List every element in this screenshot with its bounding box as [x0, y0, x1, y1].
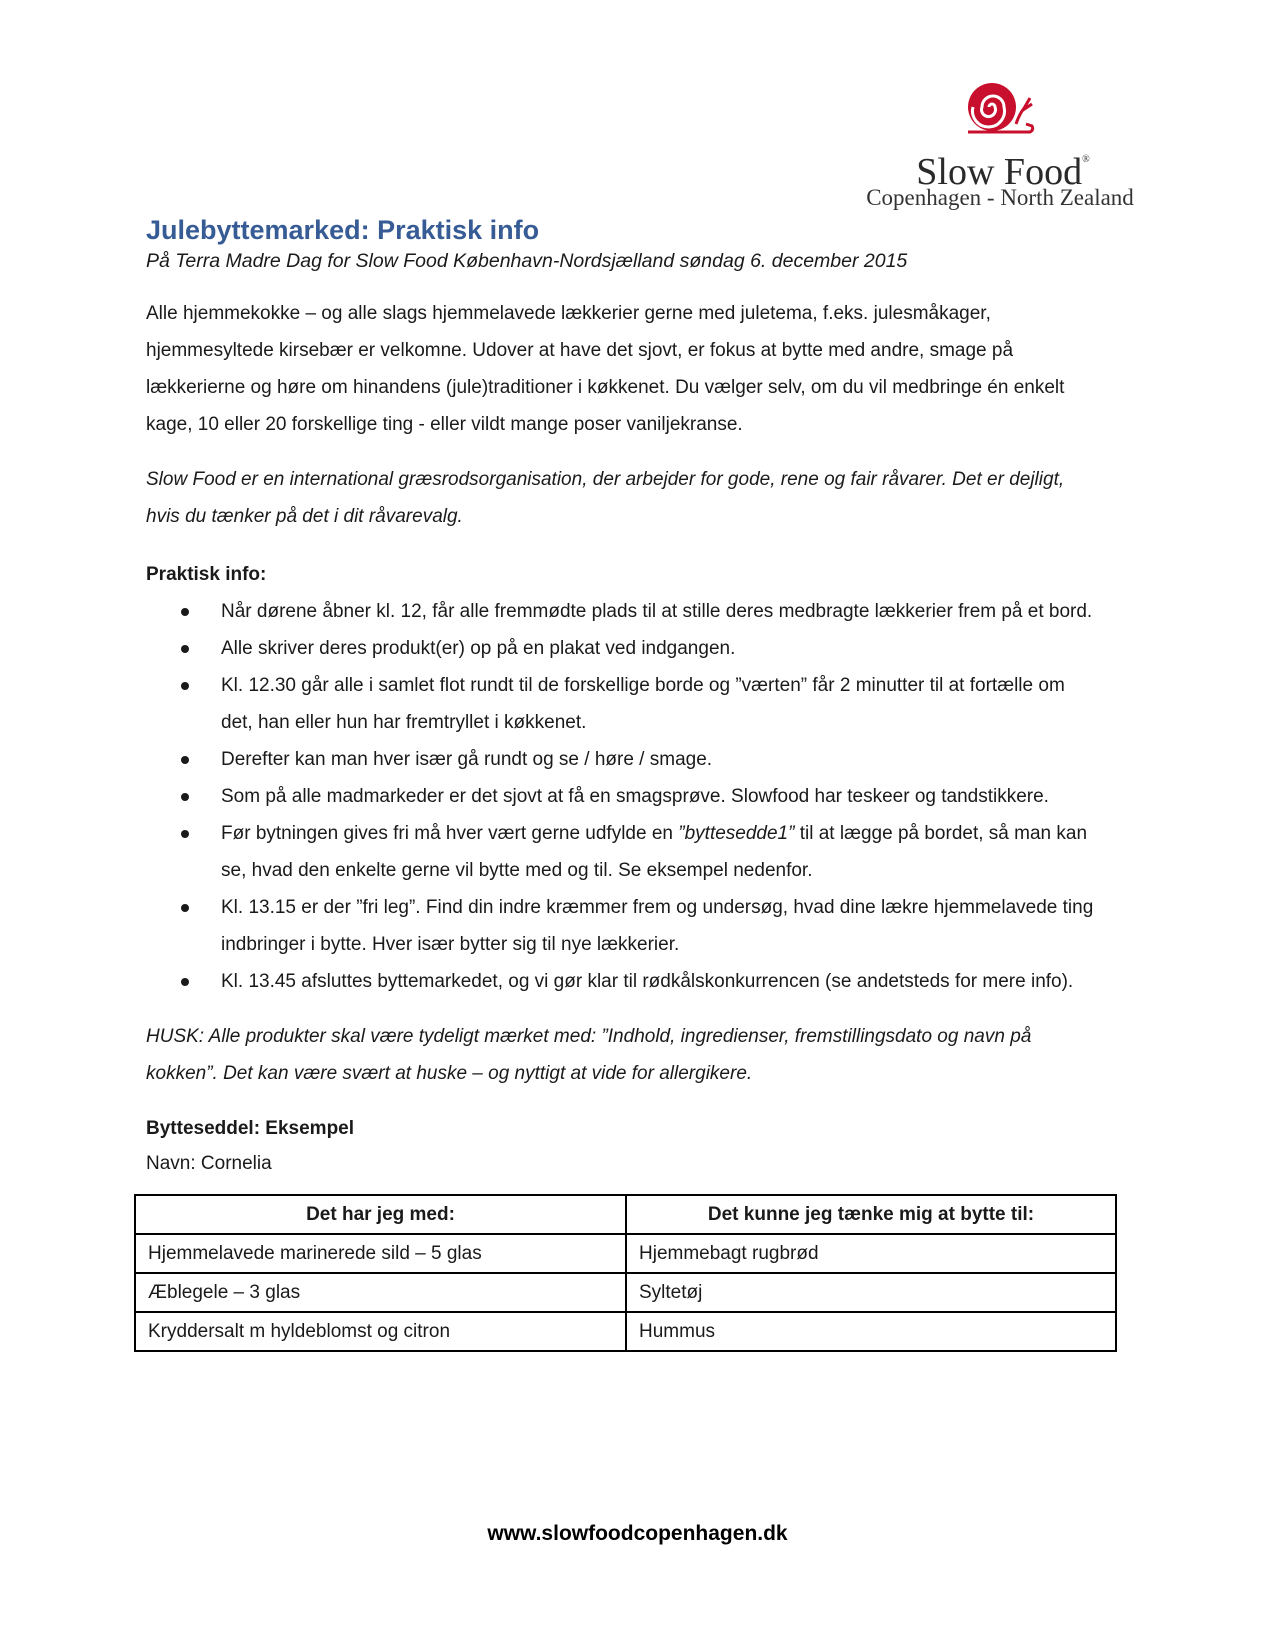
- bullet-icon: [181, 978, 189, 986]
- intro-line: Alle hjemmekokke – og alle slags hjemmelavede lækkerier gerne med juletema, f.eks. julesmåkager,: [146, 303, 991, 324]
- table-cell: Kryddersalt m hyldeblomst og citron: [135, 1312, 626, 1351]
- swap-table: [134, 1194, 1117, 1352]
- list-item: Kl. 12.30 går alle i samlet flot rundt til de forskellige borde og ”værten” får 2 minutter til at fortælle om det, han eller hun har fremtryllet i køkkenet.: [146, 667, 1156, 741]
- table-cell: Æblegele – 3 glas: [135, 1273, 626, 1312]
- column-header: Det kunne jeg tænke mig at bytte til:: [626, 1195, 1116, 1234]
- footer-url: www.slowfoodcopenhagen.dk: [487, 1522, 788, 1545]
- bullet-icon: [181, 793, 189, 801]
- practical-list: [146, 593, 1156, 1000]
- logo-title: Slow Food®: [916, 151, 1090, 193]
- table-cell: Hjemmelavede marinerede sild – 5 glas: [135, 1234, 626, 1273]
- intro-line: kage, 10 eller 20 forskellige ting - eller vildt mange poser vaniljekranse.: [146, 414, 743, 435]
- list-item: Kl. 13.15 er der ”fri leg”. Find din indre kræmmer frem og undersøg, hvad dine lækre hjemmelavede ting indbringer i bytte. Hver især bytter sig til nye lækkerier.: [146, 889, 1156, 963]
- reminder-line: kokken”. Det kan være svært at huske – og nyttigt at vide for allergikere.: [146, 1063, 753, 1084]
- practical-heading: Praktisk info:: [146, 564, 267, 585]
- reminder-line: HUSK: Alle produkter skal være tydeligt mærket med: ”Indhold, ingredienser, fremstillingsdato og navn på: [146, 1026, 1032, 1047]
- table-cell: Hjemmebagt rugbrød: [626, 1234, 1116, 1273]
- list-item: Når dørene åbner kl. 12, får alle fremmødte plads til at stille deres medbragte lækkerier frem på et bord.: [146, 593, 1156, 630]
- table-row: [135, 1234, 1116, 1273]
- document-body: [146, 213, 1156, 1177]
- list-item: Som på alle madmarkeder er det sjovt at få en smagsprøve. Slowfood har teskeer og tandstikkere.: [146, 778, 1156, 815]
- snail-icon: [960, 80, 1042, 142]
- bullet-icon: [181, 645, 189, 653]
- example-name: Navn: Cornelia: [146, 1153, 272, 1174]
- list-item: Derefter kan man hver især gå rundt og se / høre / smage.: [146, 741, 1156, 778]
- note-line: hvis du tænker på det i dit råvarevalg.: [146, 506, 463, 527]
- list-item: Før bytningen gives fri må hver vært gerne udfylde en ”byttesedde1” til at lægge på bordet, så man kan se, hvad den enkelte gerne vil bytte med og til. Se eksempel nedenfor.: [146, 815, 1156, 889]
- reminder-paragraph: [146, 1018, 1156, 1092]
- table-row: [135, 1312, 1116, 1351]
- intro-paragraph: [146, 295, 1156, 443]
- page-subtitle: På Terra Madre Dag for Slow Food København-Nordsjælland søndag 6. december 2015: [146, 250, 908, 272]
- note-line: Slow Food er en international græsrodsorganisation, der arbejder for gode, rene og fair råvarer. Det er dejligt,: [146, 469, 1065, 490]
- list-item: Alle skriver deres produkt(er) op på en plakat ved indgangen.: [146, 630, 1156, 667]
- bullet-icon: [181, 756, 189, 764]
- table-row: [135, 1273, 1116, 1312]
- table-cell: Syltetøj: [626, 1273, 1116, 1312]
- logo-subtitle: Copenhagen - North Zealand: [866, 185, 1134, 210]
- list-item: Kl. 13.45 afsluttes byttemarkedet, og vi gør klar til rødkålskonkurrencen (se andetsteds for mere info).: [146, 963, 1156, 1000]
- bullet-icon: [181, 682, 189, 690]
- intro-line: lækkerierne og høre om hinandens (jule)traditioner i køkkenet. Du vælger selv, om du vil medbringe én enkelt: [146, 377, 1065, 398]
- column-header: Det har jeg med:: [135, 1195, 626, 1234]
- bullet-icon: [181, 608, 189, 616]
- slow-food-logo: [855, 80, 1175, 220]
- page-title: Julebyttemarked: Praktisk info: [146, 215, 540, 245]
- table-header-row: [135, 1195, 1116, 1234]
- table-cell: Hummus: [626, 1312, 1116, 1351]
- intro-line: hjemmesyltede kirsebær er velkomne. Udover at have det sjovt, er fokus at bytte med andre, smage på: [146, 340, 1014, 361]
- bullet-icon: [181, 830, 189, 838]
- bullet-icon: [181, 904, 189, 912]
- note-paragraph: [146, 461, 1156, 535]
- example-heading: Bytteseddel: Eksempel: [146, 1118, 355, 1139]
